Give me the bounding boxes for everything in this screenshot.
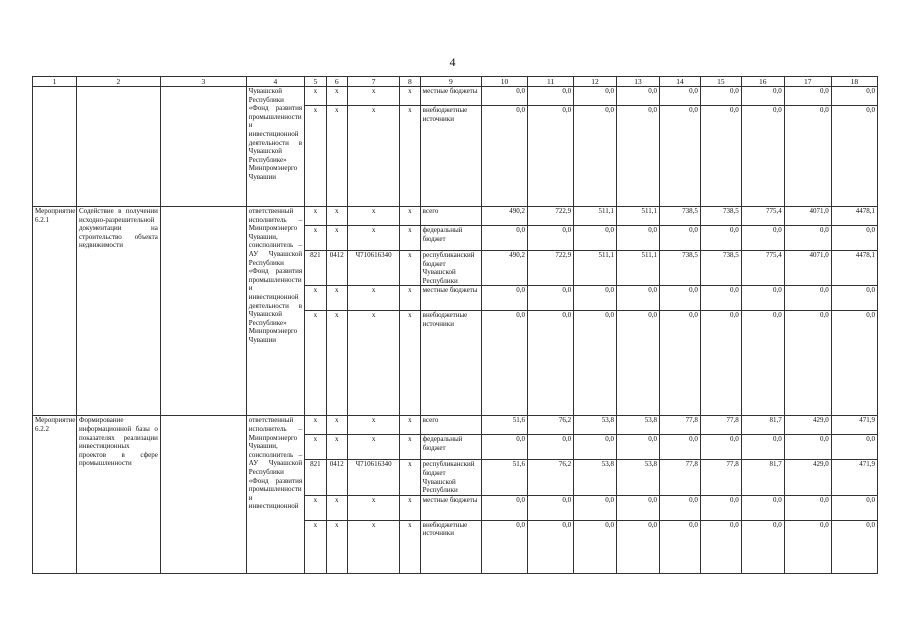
funding-source: республиканский бюджет Чувашской Республики (420, 460, 481, 495)
target-article-code: х (348, 311, 400, 416)
amount-cell: 0,0 (659, 87, 700, 106)
amount-cell: 0,0 (482, 495, 528, 520)
column-header: 4 (246, 77, 304, 87)
table-row (33, 207, 878, 226)
funding-source: федеральный бюджет (420, 226, 481, 251)
column-header: 1 (33, 77, 77, 87)
column-header: 18 (831, 77, 877, 87)
amount-cell: 0,0 (700, 495, 741, 520)
column-header: 5 (305, 77, 326, 87)
expense-type-code: х (400, 416, 420, 435)
grbs-code: х (305, 226, 326, 251)
column-header: 2 (76, 77, 160, 87)
amount-cell: 0,0 (741, 495, 784, 520)
executor: ответственный исполнитель – Минпромэнерго Чувашии, соисполнитель – АУ Чувашской Республики «Фонд развития промышленности и инвестиционной (246, 416, 304, 573)
section-code: х (326, 520, 347, 573)
amount-cell: 0,0 (659, 226, 700, 251)
grbs-code: х (305, 87, 326, 106)
column-header: 17 (784, 77, 831, 87)
column-header: 15 (700, 77, 741, 87)
funding-source: всего (420, 207, 481, 226)
column-header: 16 (741, 77, 784, 87)
budget-table (32, 76, 878, 574)
amount-cell: 0,0 (700, 435, 741, 460)
amount-cell: 4478,1 (831, 207, 877, 226)
column-header: 10 (482, 77, 528, 87)
amount-cell: 0,0 (659, 520, 700, 573)
measure-name: Содействие в получении исходно-разрешительной документации на строительство объекта недвижимости (76, 207, 160, 416)
amount-cell: 471,9 (831, 416, 877, 435)
measure-status: Мероприятие 6.2.2 (33, 416, 77, 573)
grbs-code: х (305, 520, 326, 573)
amount-cell: 0,0 (574, 226, 617, 251)
amount-cell: 0,0 (528, 435, 574, 460)
measure-name: Формирование информационной базы о показателях реализации инвестиционных проектов в сфере промышленности (76, 416, 160, 573)
amount-cell: 81,7 (741, 460, 784, 495)
amount-cell: 0,0 (482, 311, 528, 416)
table-row (33, 416, 878, 435)
funding-source: местные бюджеты (420, 286, 481, 311)
expense-type-code: х (400, 251, 420, 286)
target-article-code: х (348, 87, 400, 106)
grbs-code: х (305, 416, 326, 435)
amount-cell: 0,0 (831, 87, 877, 106)
amount-cell: 4071,0 (784, 251, 831, 286)
grbs-code: х (305, 435, 326, 460)
amount-cell: 0,0 (482, 286, 528, 311)
amount-cell: 77,8 (659, 460, 700, 495)
target-article-code: х (348, 106, 400, 207)
column-header: 3 (160, 77, 246, 87)
amount-cell: 471,9 (831, 460, 877, 495)
measure-status: Мероприятие 6.2.1 (33, 207, 77, 416)
column-header: 6 (326, 77, 347, 87)
amount-cell: 53,8 (617, 460, 660, 495)
executor: Чувашской Республики «Фонд развития промышленности и инвестиционной деятельности в Чувашской Республике» Минпромэнерго Чувашии (246, 87, 304, 207)
target-indicator (160, 207, 246, 416)
target-indicator (160, 87, 246, 207)
amount-cell: 77,8 (700, 416, 741, 435)
grbs-code: х (305, 286, 326, 311)
grbs-code: 821 (305, 251, 326, 286)
amount-cell: 0,0 (659, 311, 700, 416)
funding-source: внебюджетные источники (420, 311, 481, 416)
amount-cell: 0,0 (741, 286, 784, 311)
funding-source: внебюджетные источники (420, 106, 481, 207)
amount-cell: 0,0 (741, 106, 784, 207)
column-header: 7 (348, 77, 400, 87)
expense-type-code: х (400, 286, 420, 311)
amount-cell: 0,0 (831, 311, 877, 416)
funding-source: федеральный бюджет (420, 435, 481, 460)
amount-cell: 738,5 (659, 207, 700, 226)
amount-cell: 77,8 (659, 416, 700, 435)
amount-cell: 0,0 (574, 435, 617, 460)
funding-source: всего (420, 416, 481, 435)
amount-cell: 0,0 (574, 495, 617, 520)
amount-cell: 429,0 (784, 416, 831, 435)
amount-cell: 0,0 (741, 311, 784, 416)
expense-type-code: х (400, 435, 420, 460)
column-header: 9 (420, 77, 481, 87)
section-code: 0412 (326, 251, 347, 286)
section-code: х (326, 416, 347, 435)
amount-cell: 0,0 (784, 520, 831, 573)
page-number: 4 (449, 55, 456, 69)
section-code: х (326, 286, 347, 311)
amount-cell: 0,0 (574, 520, 617, 573)
amount-cell: 0,0 (574, 286, 617, 311)
column-header: 11 (528, 77, 574, 87)
amount-cell: 53,8 (617, 416, 660, 435)
amount-cell: 0,0 (831, 226, 877, 251)
amount-cell: 511,1 (617, 207, 660, 226)
column-header: 12 (574, 77, 617, 87)
amount-cell: 0,0 (831, 106, 877, 207)
amount-cell: 0,0 (700, 311, 741, 416)
amount-cell: 77,8 (700, 460, 741, 495)
amount-cell: 51,6 (482, 460, 528, 495)
amount-cell: 0,0 (617, 87, 660, 106)
amount-cell: 0,0 (659, 495, 700, 520)
funding-source: внебюджетные источники (420, 520, 481, 573)
target-article-code: Ч710616340 (348, 251, 400, 286)
amount-cell: 0,0 (528, 226, 574, 251)
amount-cell: 0,0 (831, 495, 877, 520)
grbs-code: х (305, 311, 326, 416)
amount-cell: 0,0 (741, 520, 784, 573)
amount-cell: 0,0 (528, 520, 574, 573)
amount-cell: 0,0 (528, 87, 574, 106)
column-header: 14 (659, 77, 700, 87)
expense-type-code: х (400, 460, 420, 495)
amount-cell: 0,0 (659, 286, 700, 311)
amount-cell: 0,0 (741, 226, 784, 251)
executor: ответственный исполнитель – Минпромэнерго Чувашии, соисполнитель – АУ Чувашской Республики «Фонд развития промышленности и инвестиционной деятельности в Чувашской Республике» Минпромэнерго Чувашии (246, 207, 304, 416)
target-article-code: х (348, 286, 400, 311)
amount-cell: 4478,1 (831, 251, 877, 286)
target-article-code: х (348, 495, 400, 520)
amount-cell: 0,0 (617, 106, 660, 207)
amount-cell: 0,0 (784, 106, 831, 207)
target-article-code: х (348, 435, 400, 460)
expense-type-code: х (400, 207, 420, 226)
funding-source: республиканский бюджет Чувашской Республики (420, 251, 481, 286)
amount-cell: 775,4 (741, 207, 784, 226)
amount-cell: 0,0 (784, 495, 831, 520)
funding-source: местные бюджеты (420, 87, 481, 106)
measure-status (33, 87, 77, 207)
amount-cell: 0,0 (574, 87, 617, 106)
amount-cell: 0,0 (700, 226, 741, 251)
expense-type-code: х (400, 106, 420, 207)
amount-cell: 738,5 (700, 251, 741, 286)
amount-cell: 51,6 (482, 416, 528, 435)
amount-cell: 0,0 (784, 87, 831, 106)
amount-cell: 0,0 (617, 286, 660, 311)
amount-cell: 0,0 (700, 286, 741, 311)
amount-cell: 0,0 (659, 106, 700, 207)
section-code: х (326, 311, 347, 416)
expense-type-code: х (400, 87, 420, 106)
grbs-code: 821 (305, 460, 326, 495)
amount-cell: 0,0 (700, 520, 741, 573)
amount-cell: 0,0 (574, 311, 617, 416)
amount-cell: 775,4 (741, 251, 784, 286)
amount-cell: 0,0 (482, 87, 528, 106)
section-code: х (326, 435, 347, 460)
expense-type-code: х (400, 495, 420, 520)
amount-cell: 0,0 (831, 286, 877, 311)
expense-type-code: х (400, 520, 420, 573)
column-header: 8 (400, 77, 420, 87)
column-number-header (33, 77, 878, 87)
amount-cell: 738,5 (659, 251, 700, 286)
amount-cell: 0,0 (659, 435, 700, 460)
amount-cell: 0,0 (482, 520, 528, 573)
amount-cell: 0,0 (784, 226, 831, 251)
amount-cell: 429,0 (784, 460, 831, 495)
grbs-code: х (305, 495, 326, 520)
section-code: х (326, 226, 347, 251)
amount-cell: 0,0 (528, 311, 574, 416)
expense-type-code: х (400, 226, 420, 251)
amount-cell: 0,0 (831, 435, 877, 460)
amount-cell: 0,0 (482, 435, 528, 460)
amount-cell: 0,0 (784, 286, 831, 311)
amount-cell: 0,0 (741, 435, 784, 460)
section-code: х (326, 106, 347, 207)
amount-cell: 0,0 (741, 87, 784, 106)
amount-cell: 81,7 (741, 416, 784, 435)
amount-cell: 511,1 (574, 251, 617, 286)
amount-cell: 511,1 (574, 207, 617, 226)
table-body (33, 77, 878, 574)
amount-cell: 490,2 (482, 251, 528, 286)
amount-cell: 53,8 (574, 416, 617, 435)
target-article-code: х (348, 520, 400, 573)
measure-name (76, 87, 160, 207)
amount-cell: 0,0 (574, 106, 617, 207)
column-header: 13 (617, 77, 660, 87)
target-article-code: х (348, 416, 400, 435)
amount-cell: 511,1 (617, 251, 660, 286)
amount-cell: 0,0 (482, 226, 528, 251)
amount-cell: 0,0 (784, 311, 831, 416)
amount-cell: 0,0 (617, 520, 660, 573)
grbs-code: х (305, 106, 326, 207)
funding-source: местные бюджеты (420, 495, 481, 520)
amount-cell: 0,0 (617, 226, 660, 251)
amount-cell: 53,8 (574, 460, 617, 495)
target-article-code: х (348, 226, 400, 251)
section-code: 0412 (326, 460, 347, 495)
section-code: х (326, 87, 347, 106)
grbs-code: х (305, 207, 326, 226)
amount-cell: 0,0 (528, 106, 574, 207)
amount-cell: 0,0 (831, 520, 877, 573)
amount-cell: 722,9 (528, 251, 574, 286)
amount-cell: 0,0 (482, 106, 528, 207)
amount-cell: 0,0 (700, 106, 741, 207)
table-row (33, 87, 878, 106)
amount-cell: 0,0 (617, 495, 660, 520)
amount-cell: 490,2 (482, 207, 528, 226)
amount-cell: 0,0 (528, 495, 574, 520)
amount-cell: 738,5 (700, 207, 741, 226)
amount-cell: 4071,0 (784, 207, 831, 226)
amount-cell: 0,0 (700, 87, 741, 106)
amount-cell: 0,0 (784, 435, 831, 460)
target-article-code: х (348, 207, 400, 226)
amount-cell: 76,2 (528, 460, 574, 495)
target-article-code: Ч710616340 (348, 460, 400, 495)
amount-cell: 0,0 (617, 311, 660, 416)
expense-type-code: х (400, 311, 420, 416)
amount-cell: 76,2 (528, 416, 574, 435)
section-code: х (326, 207, 347, 226)
amount-cell: 722,9 (528, 207, 574, 226)
amount-cell: 0,0 (617, 435, 660, 460)
amount-cell: 0,0 (528, 286, 574, 311)
target-indicator (160, 416, 246, 573)
section-code: х (326, 495, 347, 520)
